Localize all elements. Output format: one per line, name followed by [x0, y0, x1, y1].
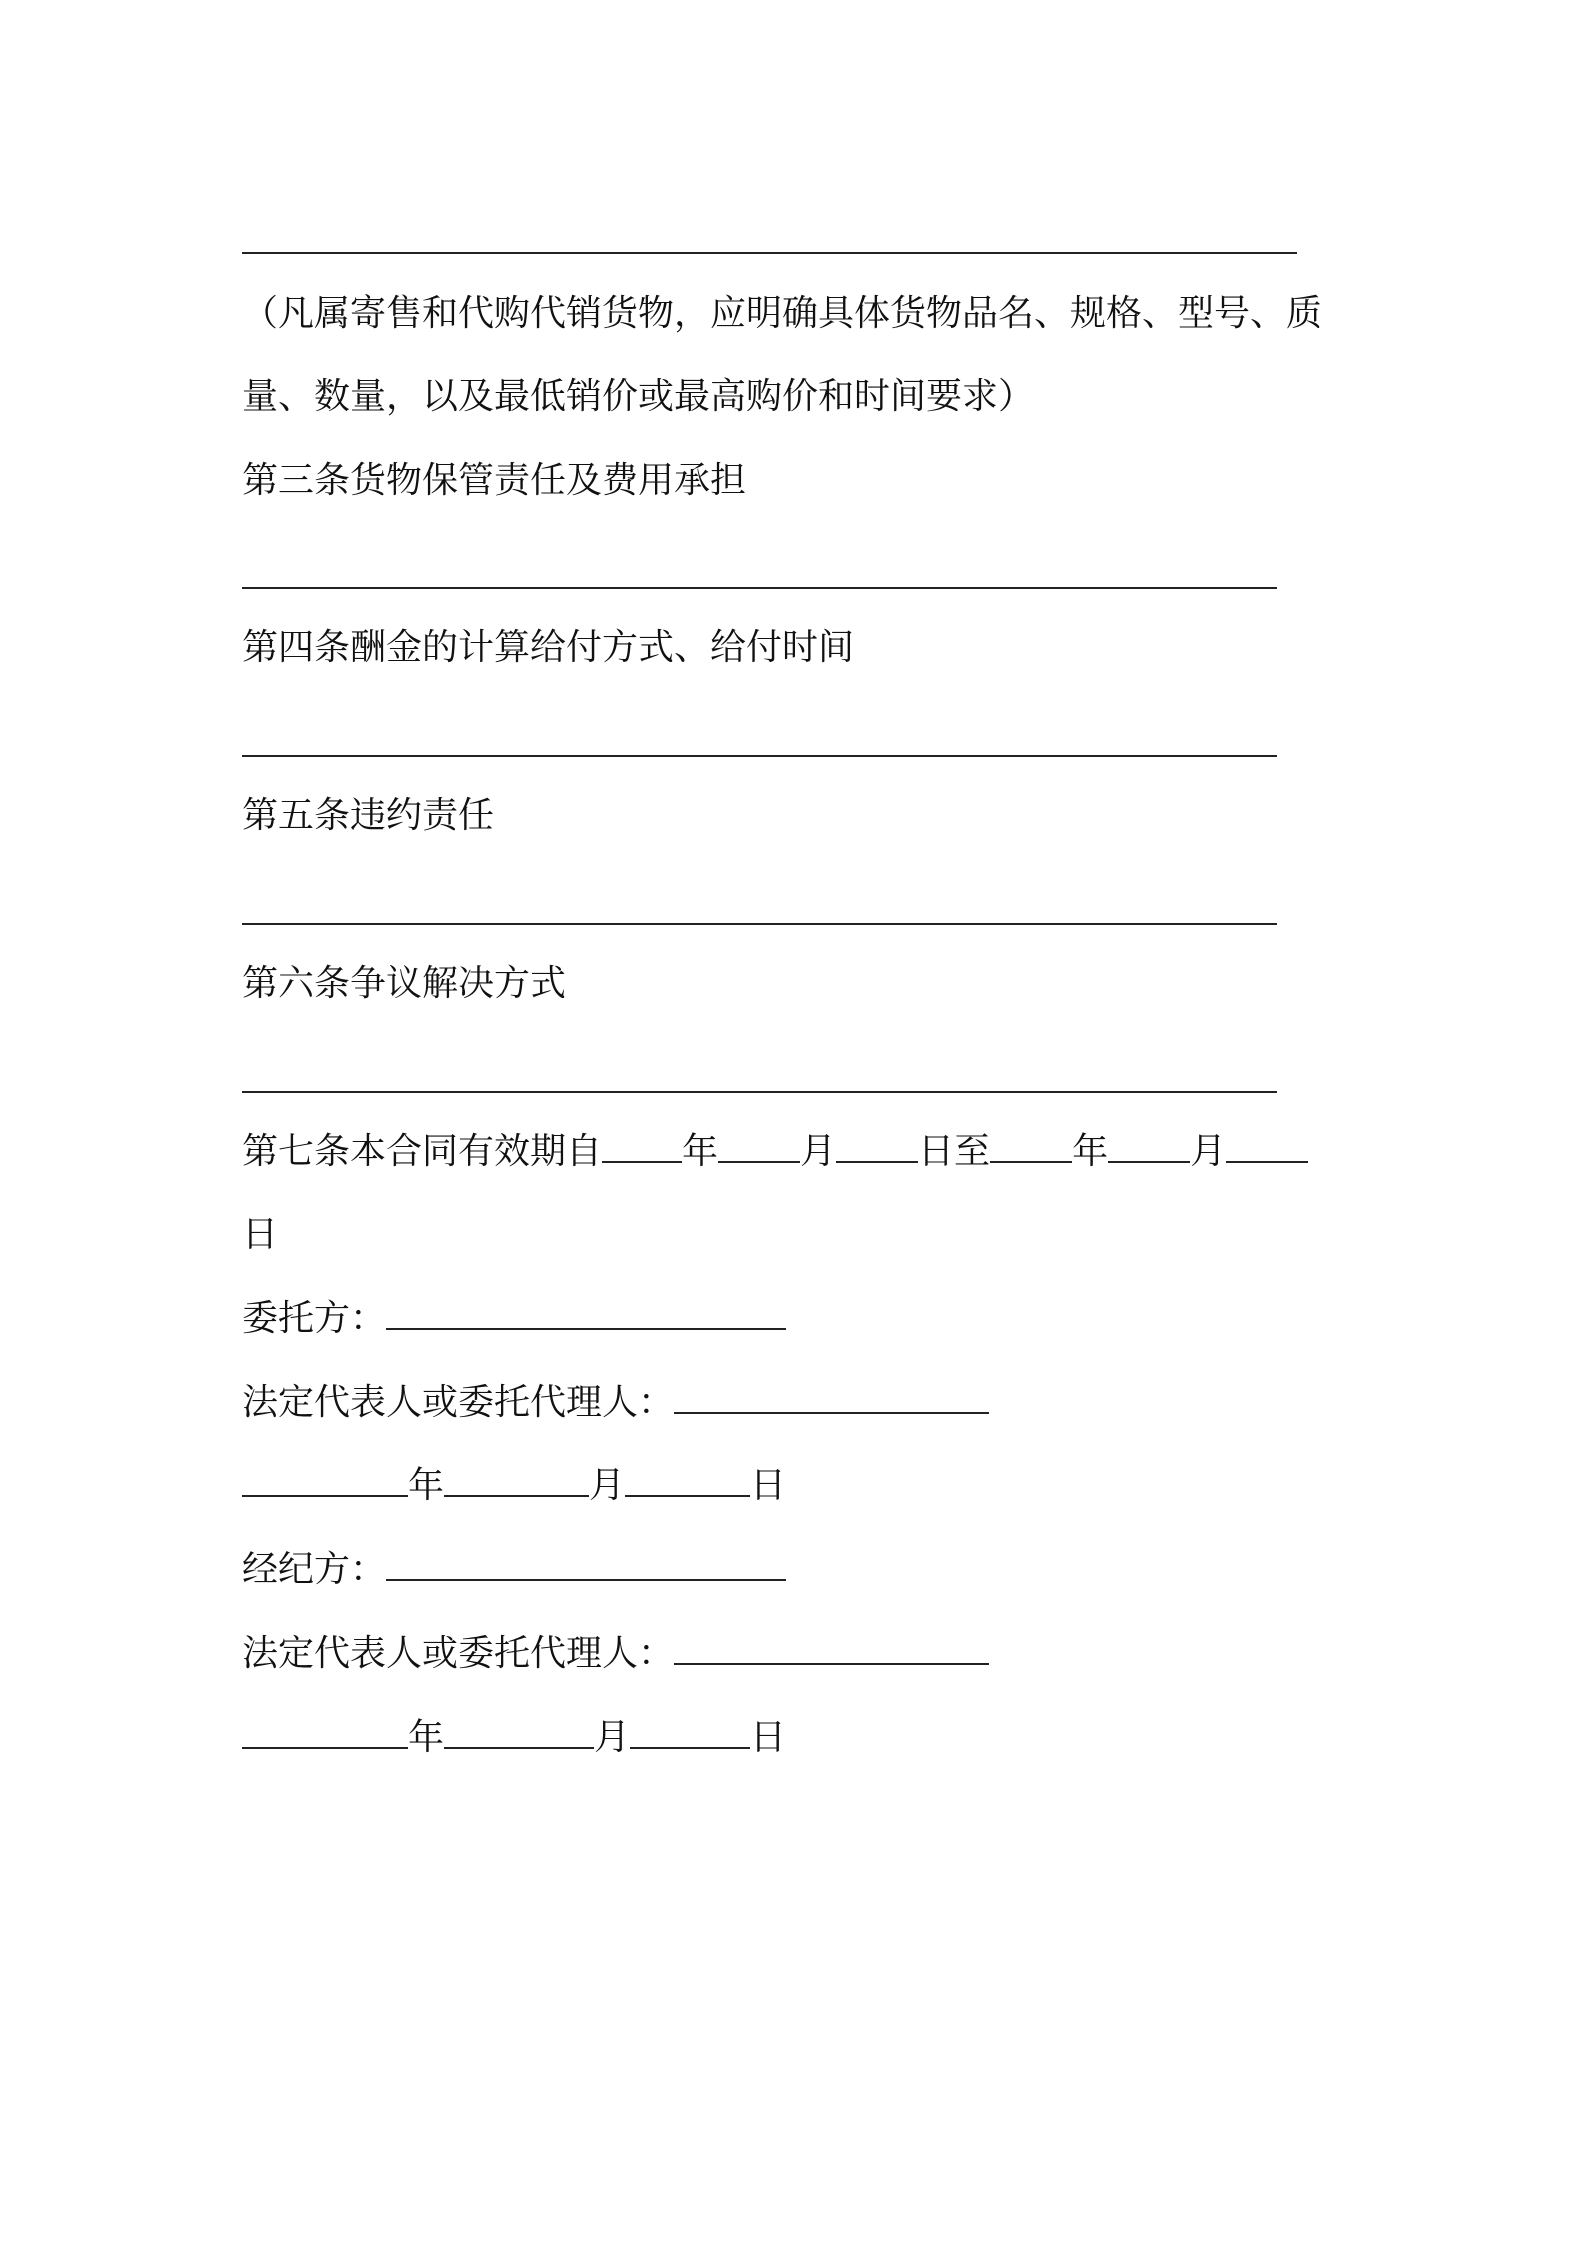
blank-line-article-3 [242, 587, 1277, 589]
client-year-label: 年 [408, 1465, 445, 1506]
broker-name-blank [386, 1547, 786, 1581]
article-5-heading: 第五条违约责任 [242, 795, 495, 836]
broker-year-label: 年 [408, 1717, 445, 1758]
article-3-heading: 第三条货物保管责任及费用承担 [242, 460, 747, 501]
year-start-label: 年 [682, 1131, 719, 1172]
goods-note-line2: 量、数量，以及最低销价或最高购价和时间要求） [242, 376, 1035, 417]
blank-line-goods [242, 252, 1297, 254]
client-month-label: 月 [589, 1465, 626, 1506]
day-to-label: 日至 [918, 1131, 991, 1172]
broker-rep-label: 法定代表人或委托代理人： [242, 1633, 675, 1674]
month-start-blank [718, 1129, 800, 1163]
broker-month-blank [444, 1715, 594, 1749]
broker-day-label: 日 [750, 1717, 787, 1758]
year-end-label: 年 [1072, 1131, 1109, 1172]
broker-label: 经纪方： [242, 1549, 387, 1590]
client-month-blank [444, 1463, 589, 1497]
year-end-blank [990, 1129, 1072, 1163]
broker-day-blank [630, 1715, 750, 1749]
blank-line-article-5 [242, 923, 1277, 925]
broker-rep-blank [674, 1631, 989, 1665]
client-day-blank [625, 1463, 750, 1497]
month-start-label: 月 [800, 1131, 837, 1172]
client-date-line [242, 1462, 786, 1510]
client-name-blank [386, 1296, 786, 1330]
month-end-blank [1108, 1129, 1190, 1163]
article-6-heading: 第六条争议解决方式 [242, 963, 567, 1004]
blank-line-article-6 [242, 1091, 1277, 1093]
broker-month-label: 月 [594, 1717, 631, 1758]
client-line [242, 1295, 786, 1343]
year-start-blank [602, 1129, 682, 1163]
broker-date-line [242, 1714, 786, 1762]
broker-line [242, 1546, 786, 1594]
blank-line-article-4 [242, 755, 1277, 757]
client-rep-blank [674, 1380, 989, 1414]
broker-year-blank [242, 1715, 408, 1749]
article-7-prefix: 第七条本合同有效期自 [242, 1131, 603, 1172]
month-end-label: 月 [1190, 1131, 1227, 1172]
article-7-day-end: 日 [242, 1214, 279, 1255]
client-label: 委托方： [242, 1298, 387, 1339]
goods-note-line1: （凡属寄售和代购代销货物，应明确具体货物品名、规格、型号、质 [242, 293, 1323, 334]
client-year-blank [242, 1463, 408, 1497]
article-7-line [242, 1128, 1308, 1176]
client-day-label: 日 [750, 1465, 787, 1506]
client-rep-line [242, 1379, 989, 1427]
article-4-heading: 第四条酬金的计算给付方式、给付时间 [242, 627, 855, 668]
client-rep-label: 法定代表人或委托代理人： [242, 1382, 675, 1423]
day-start-blank [836, 1129, 918, 1163]
day-end-blank [1226, 1129, 1308, 1163]
broker-rep-line [242, 1630, 989, 1678]
